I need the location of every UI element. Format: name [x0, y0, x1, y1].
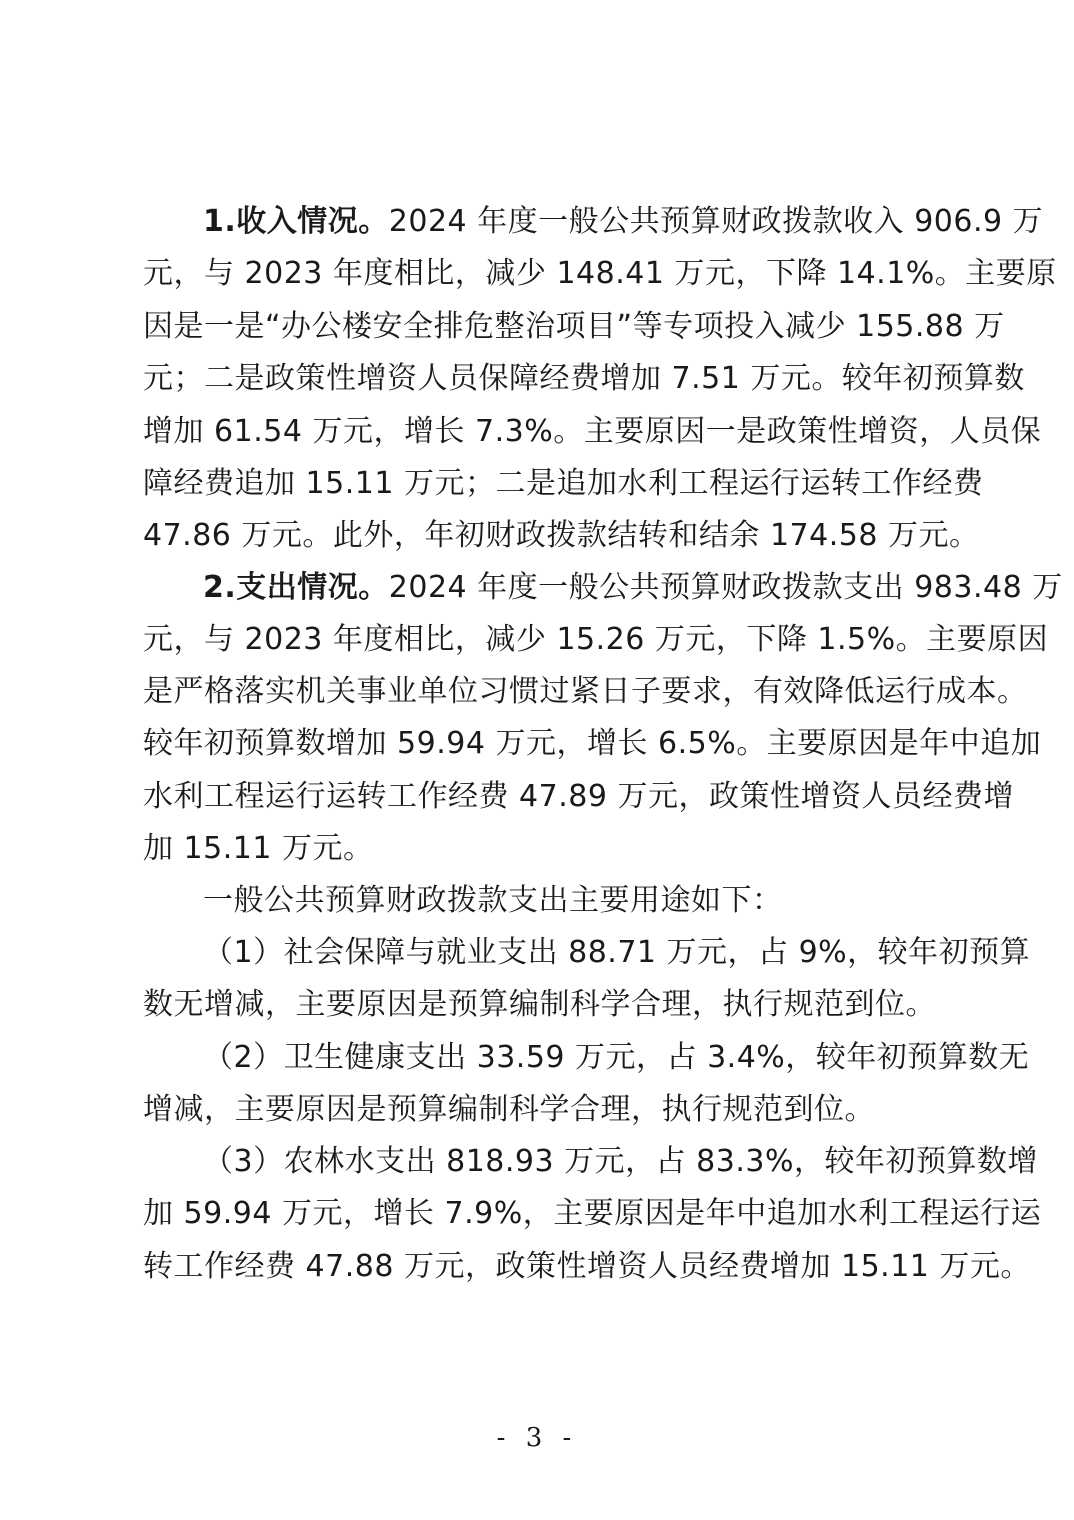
expense-paragraph-line-3: 是严格落实机关事业单位习惯过紧日子要求，有效降低运行成本。: [143, 674, 1028, 709]
income-paragraph-line-4: 元；二是政策性增资人员保障经费增加 7.51 万元。较年初预算数: [143, 361, 1025, 396]
item1-line-1: （1）社会保障与就业支出 88.71 万元，占 9%，较年初预算: [203, 935, 1031, 970]
income-heading: 1.收入情况。: [203, 204, 389, 239]
expense-paragraph-line-5: 水利工程运行运转工作经费 47.89 万元，政策性增资人员经费增: [143, 779, 1014, 814]
item3-line-2: 加 59.94 万元，增长 7.9%，主要原因是年中追加水利工程运行运: [143, 1196, 1042, 1231]
page-number: - 3 -: [496, 1423, 578, 1453]
item1-line-2: 数无增减，主要原因是预算编制科学合理，执行规范到位。: [143, 987, 936, 1022]
income-paragraph-line-1: [203, 202, 1044, 242]
expense-heading: 2.支出情况。: [203, 570, 389, 605]
expense-line-text: 2024 年度一般公共预算财政拨款支出 983.48 万: [388, 570, 1063, 605]
income-line-text: 2024 年度一般公共预算财政拨款收入 906.9 万: [388, 204, 1044, 239]
uses-intro-line: 一般公共预算财政拨款支出主要用途如下：: [203, 883, 783, 918]
item2-line-1: （2）卫生健康支出 33.59 万元，占 3.4%，较年初预算数无: [203, 1040, 1030, 1075]
item2-line-2: 增减，主要原因是预算编制科学合理，执行规范到位。: [143, 1092, 875, 1127]
expense-paragraph-line-2: 元，与 2023 年度相比，减少 15.26 万元，下降 1.5%。主要原因: [143, 622, 1049, 657]
income-paragraph-line-7: 47.86 万元。此外，年初财政拨款结转和结余 174.58 万元。: [143, 518, 980, 553]
expense-paragraph-line-1: [203, 568, 1063, 608]
expense-paragraph-line-4: 较年初预算数增加 59.94 万元，增长 6.5%。主要原因是年中追加: [143, 726, 1042, 761]
income-paragraph-line-5: 增加 61.54 万元，增长 7.3%。主要原因一是政策性增资，人员保: [143, 414, 1042, 449]
item3-line-1: （3）农林水支出 818.93 万元，占 83.3%，较年初预算数增: [203, 1144, 1038, 1179]
income-paragraph-line-3: 因是一是“办公楼安全排危整治项目”等专项投入减少 155.88 万: [143, 309, 1005, 344]
income-paragraph-line-6: 障经费追加 15.11 万元；二是追加水利工程运行运转工作经费: [143, 466, 984, 501]
item3-line-3: 转工作经费 47.88 万元，政策性增资人员经费增加 15.11 万元。: [143, 1249, 1031, 1284]
income-paragraph-line-2: 元，与 2023 年度相比，减少 148.41 万元，下降 14.1%。主要原: [143, 256, 1057, 291]
expense-paragraph-line-6: 加 15.11 万元。: [143, 831, 374, 866]
